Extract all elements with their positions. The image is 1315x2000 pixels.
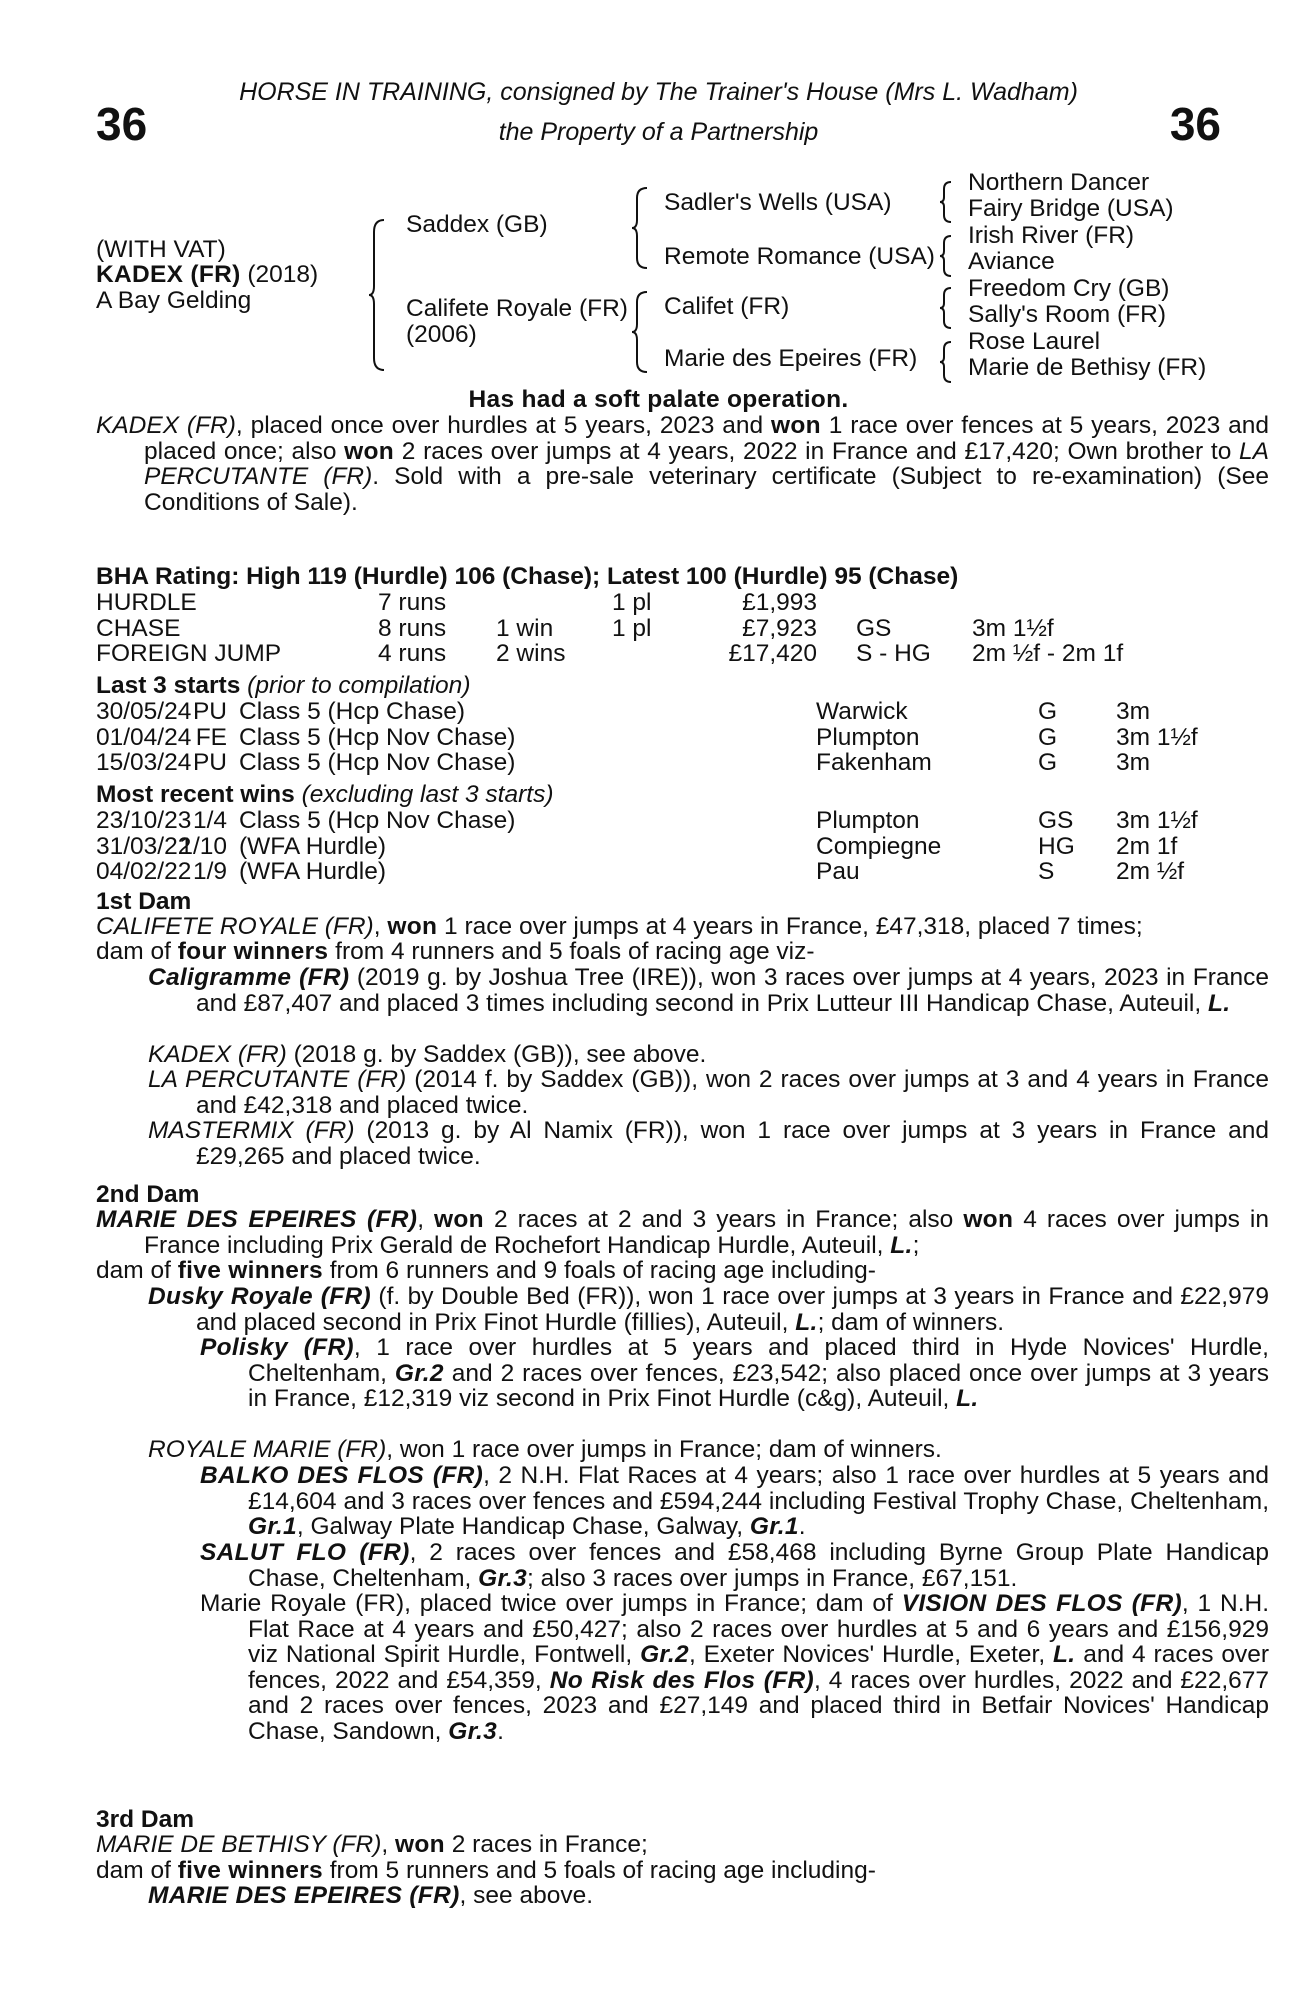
recent-win-row-going: HG [1038,832,1075,860]
second-dam-heading: 2nd Dam [96,1181,200,1208]
last3-row-race: Class 5 (Hcp Nov Chase) [239,723,516,751]
last3-row-course: Fakenham [816,749,932,777]
pedigree-dam-year: (2006) [406,321,477,348]
lot-number-right: 36 [1169,98,1221,150]
second-dam-produce-summary: dam of five winners from 6 runners and 9 foals of racing age including- [96,1257,876,1284]
progeny-kadex: KADEX (FR) (2018 g. by Saddex (GB)), see above. [148,1041,707,1068]
grandprogeny-marie-royale: Marie Royale (FR), placed twice over jumps in France; dam of VISION DES FLOS (FR), 1 N.H. Flat Race at 4 years and £50,427; also 2 races over hurdles at 5 and 6 years and £156,929 viz National Spirit Hurdle, Fontwell, Gr.2, Exeter Novices' Hurdle, Exeter, L. and 4 races over fences, 2022 and £54,359, No Risk des Flos (FR), 4 races over hurdles, 2022 and £22,677 and 2 races over fences, 2023 and £27,149 and placed third in Betfair Novices' Handicap Chase, Sandown, Gr.3. [200,1590,1269,1745]
third-dam-heading: 3rd Dam [96,1806,195,1833]
rating-row-wins: 2 wins [496,640,566,668]
last3-row-race: Class 5 (Hcp Chase) [239,698,466,725]
pedigree-brace-sd [939,234,955,278]
recent-win-row-pos: 1/4 [192,807,227,834]
recent-win-row-date: 23/10/23 [96,807,192,834]
recent-win-row-date: 04/02/22 [96,858,192,886]
progeny-dusky-royale: Dusky Royale (FR) (f. by Double Bed (FR)), won 1 race over jumps at 3 years in France and £22,979 and placed second in Prix Finot Hurdle (fillies), Auteuil, L.; dam of winners. [148,1283,1269,1336]
progeny-caligramme: Caligramme (FR) (2019 g. by Joshua Tree (IRE)), won 3 races over jumps at 4 years, 2023 in France and £87,407 and placed 3 times including second in Prix Lutteur III Handicap Chase, Auteuil, L. [148,964,1269,1017]
pedigree-sds: Irish River (FR) [968,222,1135,249]
last3-row-date: 15/03/24 [96,749,192,777]
rating-row-type: HURDLE [96,589,197,616]
rating-row-going: S - HG [856,640,931,668]
rating-row [96,641,1221,667]
rating-row [96,590,1221,616]
pedigree-sss: Northern Dancer [968,169,1150,196]
header-consignor: HORSE IN TRAINING, consigned by The Trainer's House (Mrs L. Wadham) [239,78,1078,106]
rating-row-runs: 7 runs [378,589,447,616]
recent-win-row-dist: 3m 1½f [1116,807,1198,834]
last3-row-dist: 3m 1½f [1116,723,1198,751]
last3-row [96,725,1221,751]
last3-row-going: G [1038,749,1058,777]
pedigree-dss: Freedom Cry (GB) [968,275,1170,302]
last3-row-course: Warwick [816,698,908,725]
lot-number-left: 36 [96,98,148,150]
bha-rating-heading: BHA Rating: High 119 (Hurdle) 106 (Chase); Latest 100 (Hurdle) 95 (Chase) [96,563,959,590]
recent-win-row-dist: 2m 1f [1116,832,1178,860]
pedigree-brace-ds [939,286,955,330]
recent-win-row-course: Pau [816,858,860,886]
rating-row-pl: 1 pl [612,589,652,616]
recent-win-row-course: Plumpton [816,807,920,834]
recent-win-row-race: (WFA Hurdle) [239,832,387,860]
grandprogeny-balko-des-flos: BALKO DES FLOS (FR), 2 N.H. Flat Races at 4 years; also 1 race over hurdles at 5 years and £14,604 and 3 races over fences and £594,244 including Festival Trophy Chase, Cheltenham, Gr.1, Galway Plate Handicap Chase, Galway, Gr.1. [200,1462,1270,1541]
third-dam-produce-summary: dam of five winners from 5 runners and 5 foals of racing age including- [96,1857,876,1884]
progeny-royale-marie: ROYALE MARIE (FR), won 1 race over jumps in France; dam of winners. [148,1436,942,1463]
pedigree-sire-sire: Sadler's Wells (USA) [664,189,892,216]
pedigree-ddd: Marie de Bethisy (FR) [968,354,1207,381]
recent-win-row [96,859,1221,885]
third-dam-record: MARIE DE BETHISY (FR), won 2 races in France; [96,1831,648,1858]
rating-row [96,616,1221,642]
last3-row-pos: FE [195,723,227,751]
recent-win-row-race: Class 5 (Hcp Nov Chase) [239,807,516,834]
second-dam-name: MARIE DES EPEIRES (FR) [96,1206,418,1233]
pedigree-brace-dd [939,340,955,384]
recent-win-row-pos: 1/10 [179,832,227,860]
rating-row-money: £7,923 [742,614,817,642]
recent-win-row [96,808,1221,834]
grandprogeny-polisky: Polisky (FR), 1 race over hurdles at 5 years and placed third in Hyde Novices' Hurdle, Cheltenham, Gr.2 and 2 races over fences, £23,542; also placed once over jumps at 3 years in France, £12,319 viz second in Prix Finot Hurdle (c&g), Auteuil, L. [200,1334,1269,1413]
third-dam-name: MARIE DE BETHISY (FR) [96,1831,382,1858]
progeny-mastermix: MASTERMIX (FR) (2013 g. by Al Namix (FR)), won 1 race over jumps at 3 years in France and £29,265 and placed twice. [148,1117,1269,1170]
horse-name: KADEX (FR) [96,261,241,288]
vat-label: (WITH VAT) [96,236,226,263]
rating-row-dist: 2m ½f - 2m 1f [972,640,1124,668]
rating-row-pl: 1 pl [612,614,652,642]
progeny-la-percutante: LA PERCUTANTE (FR) (2014 f. by Saddex (GB)), won 2 races over jumps at 3 and 4 years in France and £42,318 and placed twice. [148,1066,1269,1119]
last3-row-pos: PU [192,749,227,777]
last3-row-dist: 3m [1116,698,1151,725]
last3-row [96,699,1221,725]
last3-row [96,750,1221,776]
recent-win-row-going: S [1038,858,1055,886]
pedigree-sire-dam: Remote Romance (USA) [664,243,935,270]
pedigree-sdd: Aviance [968,248,1055,275]
recent-win-row-course: Compiegne [816,832,942,860]
last3-heading: Last 3 starts (prior to compilation) [96,672,471,699]
last3-row-date: 01/04/24 [96,723,192,751]
header-property: the Property of a Partnership [498,118,819,146]
last3-row-pos: PU [192,698,227,725]
rating-row-type: CHASE [96,614,181,642]
brother-name: LA PERCUTANTE (FR) [144,437,1269,491]
rating-row-money: £17,420 [728,640,817,668]
horse-description: A Bay Gelding [96,287,252,314]
recent-win-row-race: (WFA Hurdle) [239,858,387,886]
rating-row-type: FOREIGN JUMP [96,640,282,668]
horse-summary: KADEX (FR), placed once over hurdles at 5 years, 2023 and won 1 race over fences at 5 years, 2023 and placed once; also won 2 races over jumps at 4 years, 2022 in France and £17,420; Own brother to LA PERCUTANTE (FR). Sold with a pre-sale veterinary certificate (Subject to re-examination) (See Conditions of Sale). [96,412,1270,516]
rating-row-runs: 8 runs [378,614,447,642]
recent-win-row-date: 31/03/22 [96,832,192,860]
rating-row-runs: 4 runs [378,640,447,668]
recent-win-row-going: GS [1038,807,1074,834]
pedigree-brace-dam [631,290,651,374]
rating-row-going: GS [856,614,892,642]
pedigree-dam: Califete Royale (FR) [406,295,628,322]
recent-win-row-pos: 1/9 [192,858,227,886]
rating-row-wins: 1 win [496,614,554,642]
pedigree-sire: Saddex (GB) [406,211,548,238]
recent-win-row [96,834,1221,860]
last3-row-going: G [1038,698,1058,725]
last3-row-race: Class 5 (Hcp Nov Chase) [239,749,516,777]
grandprogeny-salut-flo: SALUT FLO (FR), 2 races over fences and £58,468 including Byrne Group Plate Handicap Chase, Cheltenham, Gr.3; also 3 races over jumps in France, £67,151. [200,1539,1269,1592]
recent-win-row-dist: 2m ½f [1116,858,1185,886]
rating-row-money: £1,993 [742,589,817,616]
pedigree-brace-main [368,218,388,372]
last3-row-going: G [1038,723,1058,751]
second-dam-record: MARIE DES EPEIRES (FR), won 2 races at 2 and 3 years in France; also won 4 races over jumps in France including Prix Gerald de Rochefort Handicap Hurdle, Auteuil, L.; [96,1206,1269,1259]
pedigree-dsd: Sally's Room (FR) [968,301,1166,328]
horse-title [96,262,318,288]
progeny-marie-des-epeires: MARIE DES EPEIRES (FR), see above. [148,1882,594,1909]
rating-row-dist: 3m 1½f [972,614,1054,642]
recent-wins-heading: Most recent wins (excluding last 3 starts) [96,781,554,808]
pedigree-brace-ss [939,180,955,224]
first-dam-heading: 1st Dam [96,888,192,915]
horse-summary-name: KADEX (FR) [96,412,236,439]
pedigree-dds: Rose Laurel [968,328,1101,355]
first-dam-name: CALIFETE ROYALE (FR) [96,913,374,940]
soft-palate-note: Has had a soft palate operation. [468,386,849,413]
last3-row-date: 30/05/24 [96,698,192,725]
pedigree-brace-sire [631,186,651,270]
first-dam-produce-summary: dam of four winners from 4 runners and 5 foals of racing age viz- [96,938,815,965]
last3-row-course: Plumpton [816,723,920,751]
pedigree-dam-sire: Califet (FR) [664,293,790,320]
first-dam-record: CALIFETE ROYALE (FR), won 1 race over jumps at 4 years in France, £47,318, placed 7 times; [96,913,1143,940]
pedigree-dam-dam: Marie des Epeires (FR) [664,345,918,372]
pedigree-ssd: Fairy Bridge (USA) [968,195,1174,222]
last3-row-dist: 3m [1116,749,1151,777]
horse-year: (2018) [247,261,319,288]
